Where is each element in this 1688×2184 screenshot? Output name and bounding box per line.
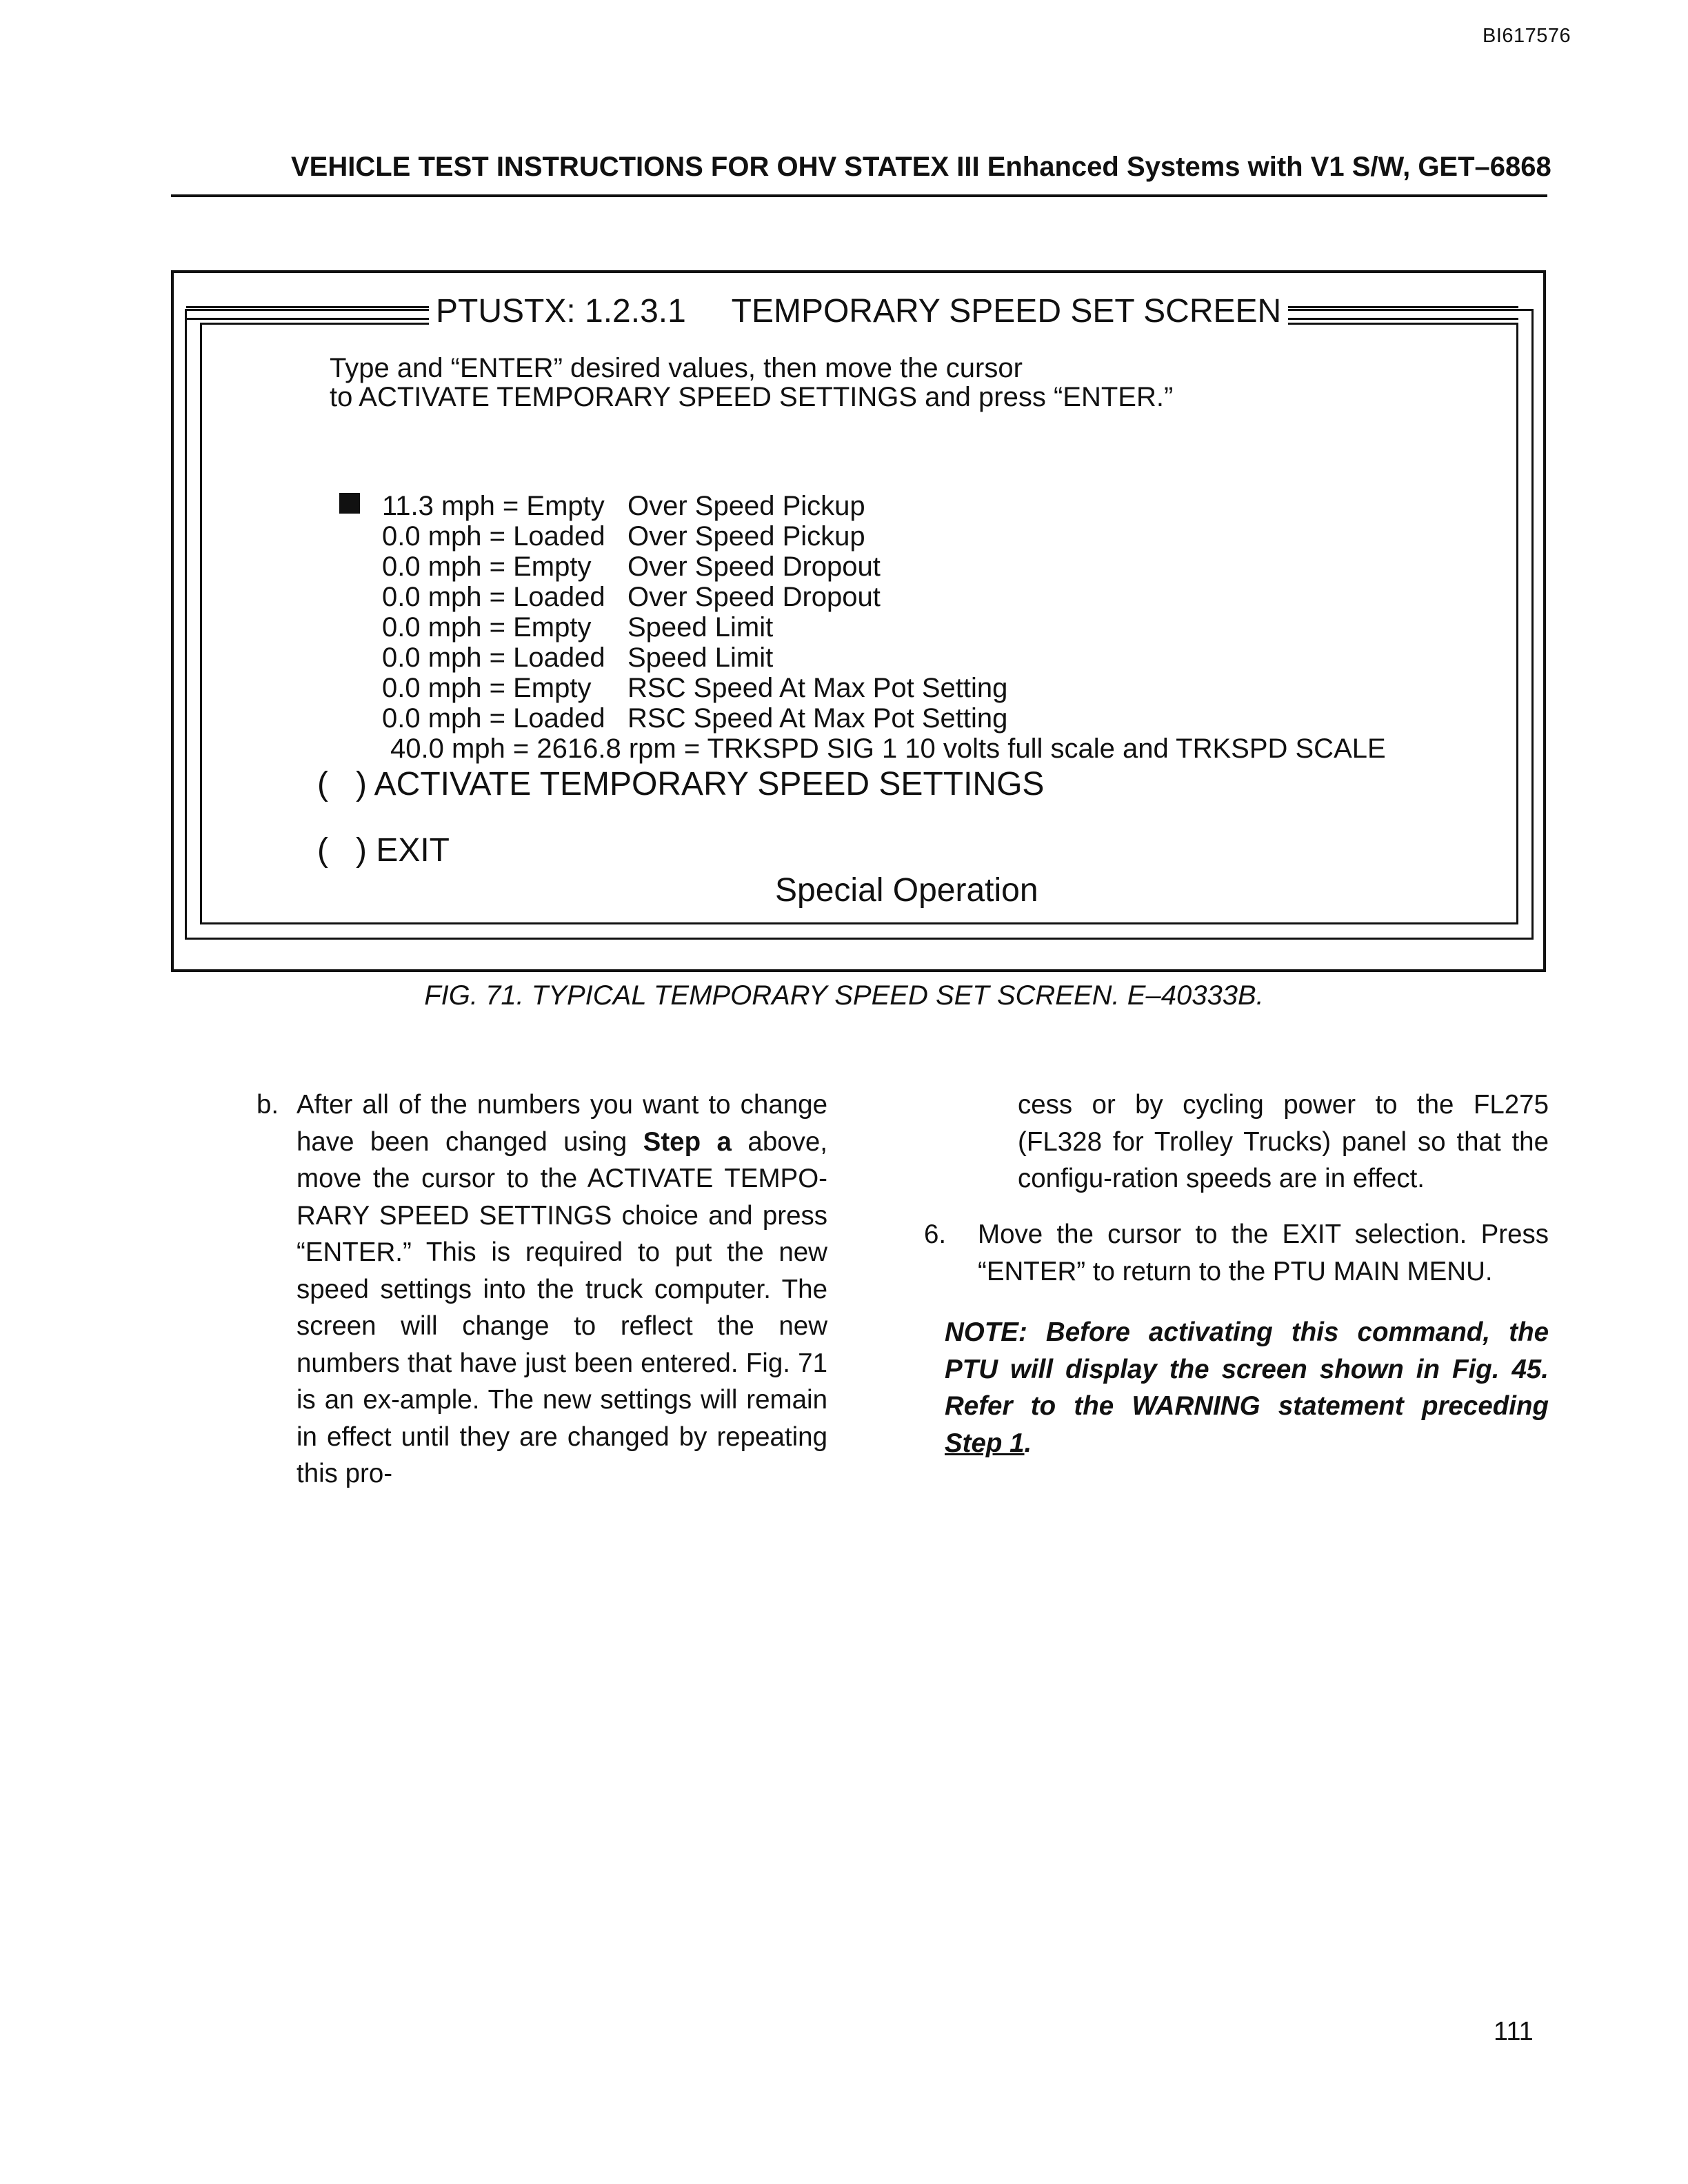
instruction-line-1: Type and “ENTER” desired values, then move the cursor: [330, 353, 1023, 383]
step-1-link[interactable]: Step 1: [945, 1428, 1025, 1458]
setting-label: Speed Limit: [627, 643, 774, 673]
setting-label: Over Speed Pickup: [627, 491, 865, 521]
setting-label: Over Speed Dropout: [627, 552, 881, 582]
cursor-block-icon: [339, 493, 360, 514]
title-rule-right: [1277, 306, 1518, 320]
exit-option[interactable]: ( ) EXIT: [317, 832, 450, 869]
setting-value[interactable]: 0.0 mph = Loaded: [382, 703, 605, 734]
step-b-label: b.: [257, 1090, 279, 1120]
page-number: 111: [1494, 2017, 1534, 2046]
instruction-line-2: to ACTIVATE TEMPORARY SPEED SETTINGS and press “ENTER.”: [330, 382, 1174, 412]
step-a-reference: Step a: [643, 1126, 732, 1157]
step-b-text: [297, 1086, 827, 1493]
setting-value[interactable]: 0.0 mph = Empty: [382, 612, 592, 643]
setting-value[interactable]: 0.0 mph = Empty: [382, 552, 592, 582]
activate-option[interactable]: ( ) ACTIVATE TEMPORARY SPEED SETTINGS: [317, 766, 1045, 802]
setting-label: Over Speed Pickup: [627, 521, 865, 552]
setting-label: RSC Speed At Max Pot Setting: [627, 673, 1008, 703]
step-b-continued: cess or by cycling power to the FL275 (FL328 for Trolley Trucks) panel so that the configu-ration speeds are in effect.: [1018, 1090, 1549, 1193]
header-rule: [171, 194, 1547, 197]
setting-label: Speed Limit: [627, 612, 774, 643]
setting-value[interactable]: 0.0 mph = Empty: [382, 673, 592, 703]
setting-value[interactable]: 0.0 mph = Loaded: [382, 643, 605, 673]
step-b-text-pre: After all of the numbers you want to change have been changed using: [297, 1090, 827, 1157]
note-text: NOTE: Before activating this command, the PTU will display the screen shown in Fig. 45. Refer to the WARNING statement preceding: [945, 1317, 1549, 1421]
scale-line: 40.0 mph = 2616.8 rpm = TRKSPD SIG 1 10 volts full scale and TRKSPD SCALE: [390, 734, 1386, 764]
document-id: BI617576: [1483, 25, 1571, 47]
setting-value[interactable]: 0.0 mph = Loaded: [382, 582, 605, 612]
setting-value[interactable]: 0.0 mph = Loaded: [382, 521, 605, 552]
screen-footer: Special Operation: [775, 872, 1038, 909]
setting-label: Over Speed Dropout: [627, 582, 881, 612]
note-end: .: [1024, 1428, 1032, 1458]
step-6-label: 6.: [924, 1220, 947, 1249]
step-b-text-post: above, move the cursor to the ACTIVATE TEMPO-RARY SPEED SETTINGS choice and press “ENTER.” This is required to put the new speed settings into the truck computer. The screen will change to reflect the new numbers that have just been entered. Fig. 71 is an ex-ample. The new settings will remain in effect until they are changed by repeating this pro-: [297, 1126, 828, 1488]
figure-caption: FIG. 71. TYPICAL TEMPORARY SPEED SET SCREEN. E–40333B.: [424, 980, 1264, 1011]
title-rule-left: [186, 306, 429, 320]
running-header: VEHICLE TEST INSTRUCTIONS FOR OHV STATEX III Enhanced Systems with V1 S/W, GET–6868: [291, 152, 1551, 182]
step-6-text: Move the cursor to the EXIT selection. Press “ENTER” to return to the PTU MAIN MENU.: [978, 1220, 1549, 1286]
setting-value[interactable]: 11.3 mph = Empty: [382, 491, 605, 521]
setting-label: RSC Speed At Max Pot Setting: [627, 703, 1008, 734]
screen-title: PTUSTX: 1.2.3.1 TEMPORARY SPEED SET SCREEN: [429, 292, 1288, 330]
note: [945, 1314, 1549, 1462]
